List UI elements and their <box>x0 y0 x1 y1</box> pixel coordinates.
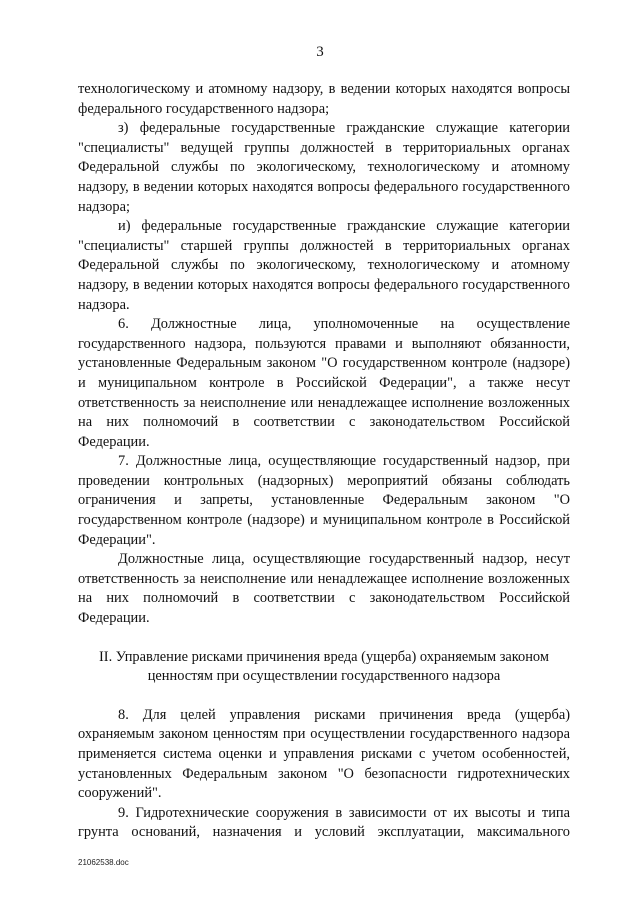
section-heading-line-1: II. Управление рисками причинения вреда (ущерба) охраняемым законом <box>99 648 549 665</box>
paragraph-item-z: з) федеральные государственные гражданские служащие категории "специалисты" ведущей группы должностей в территориальных органах Федеральной службы по экологическому, технологическому и атомному надзору, в ведении которых находятся вопросы федерального государственного надзора; <box>78 120 570 215</box>
footer-filename: 21062538.doc <box>78 858 129 867</box>
section-heading <box>78 648 570 687</box>
paragraph-6: 6. Должностные лица, уполномоченные на осуществление государственного надзора, пользуются правами и выполняют обязанности, установленные Федеральным законом "О государственном контроле (надзоре) и муниципальном контроле в Российской Федерации", а также несут ответственность за неисполнение или ненадлежащее исполнение возложенных на них полномочий в соответствии с законодательством Российской Федерации. <box>78 316 570 450</box>
paragraph-7: 7. Должностные лица, осуществляющие государственный надзор, при проведении контрольных (надзорных) мероприятий обязаны соблюдать ограничения и запреты, установленные Федеральным законом "О государственном контроле (надзоре) и муниципальном контроле в Российской Федерации". <box>78 453 570 548</box>
page-number: 3 <box>316 44 324 60</box>
document-body <box>78 80 570 843</box>
paragraph-item-i: и) федеральные государственные гражданские служащие категории "специалисты" старшей группы должностей в территориальных органах Федеральной службы по экологическому, технологическому и атомному надзору, в ведении которых находятся вопросы федерального государственного надзора. <box>78 218 570 313</box>
paragraph-continuation: технологическому и атомному надзору, в ведении которых находятся вопросы федерального государственного надзора; <box>78 81 570 117</box>
paragraph-7-continued: Должностные лица, осуществляющие государственный надзор, несут ответственность за неисполнение или ненадлежащее исполнение возложенных на них полномочий в соответствии с законодательством Российской Федерации. <box>78 551 570 627</box>
section-heading-line-2: ценностям при осуществлении государственного надзора <box>147 668 501 685</box>
paragraph-9: 9. Гидротехнические сооружения в зависимости от их высоты и типа грунта оснований, назначения и условий эксплуатации, максимального <box>78 804 570 841</box>
paragraph-8: 8. Для целей управления рисками причинения вреда (ущерба) охраняемым законом ценностям при осуществлении государственного надзора применяется система оценки и управления рисками с учетом особенностей, установленных Федеральным законом "О безопасности гидротехнических сооружений". <box>78 706 570 802</box>
